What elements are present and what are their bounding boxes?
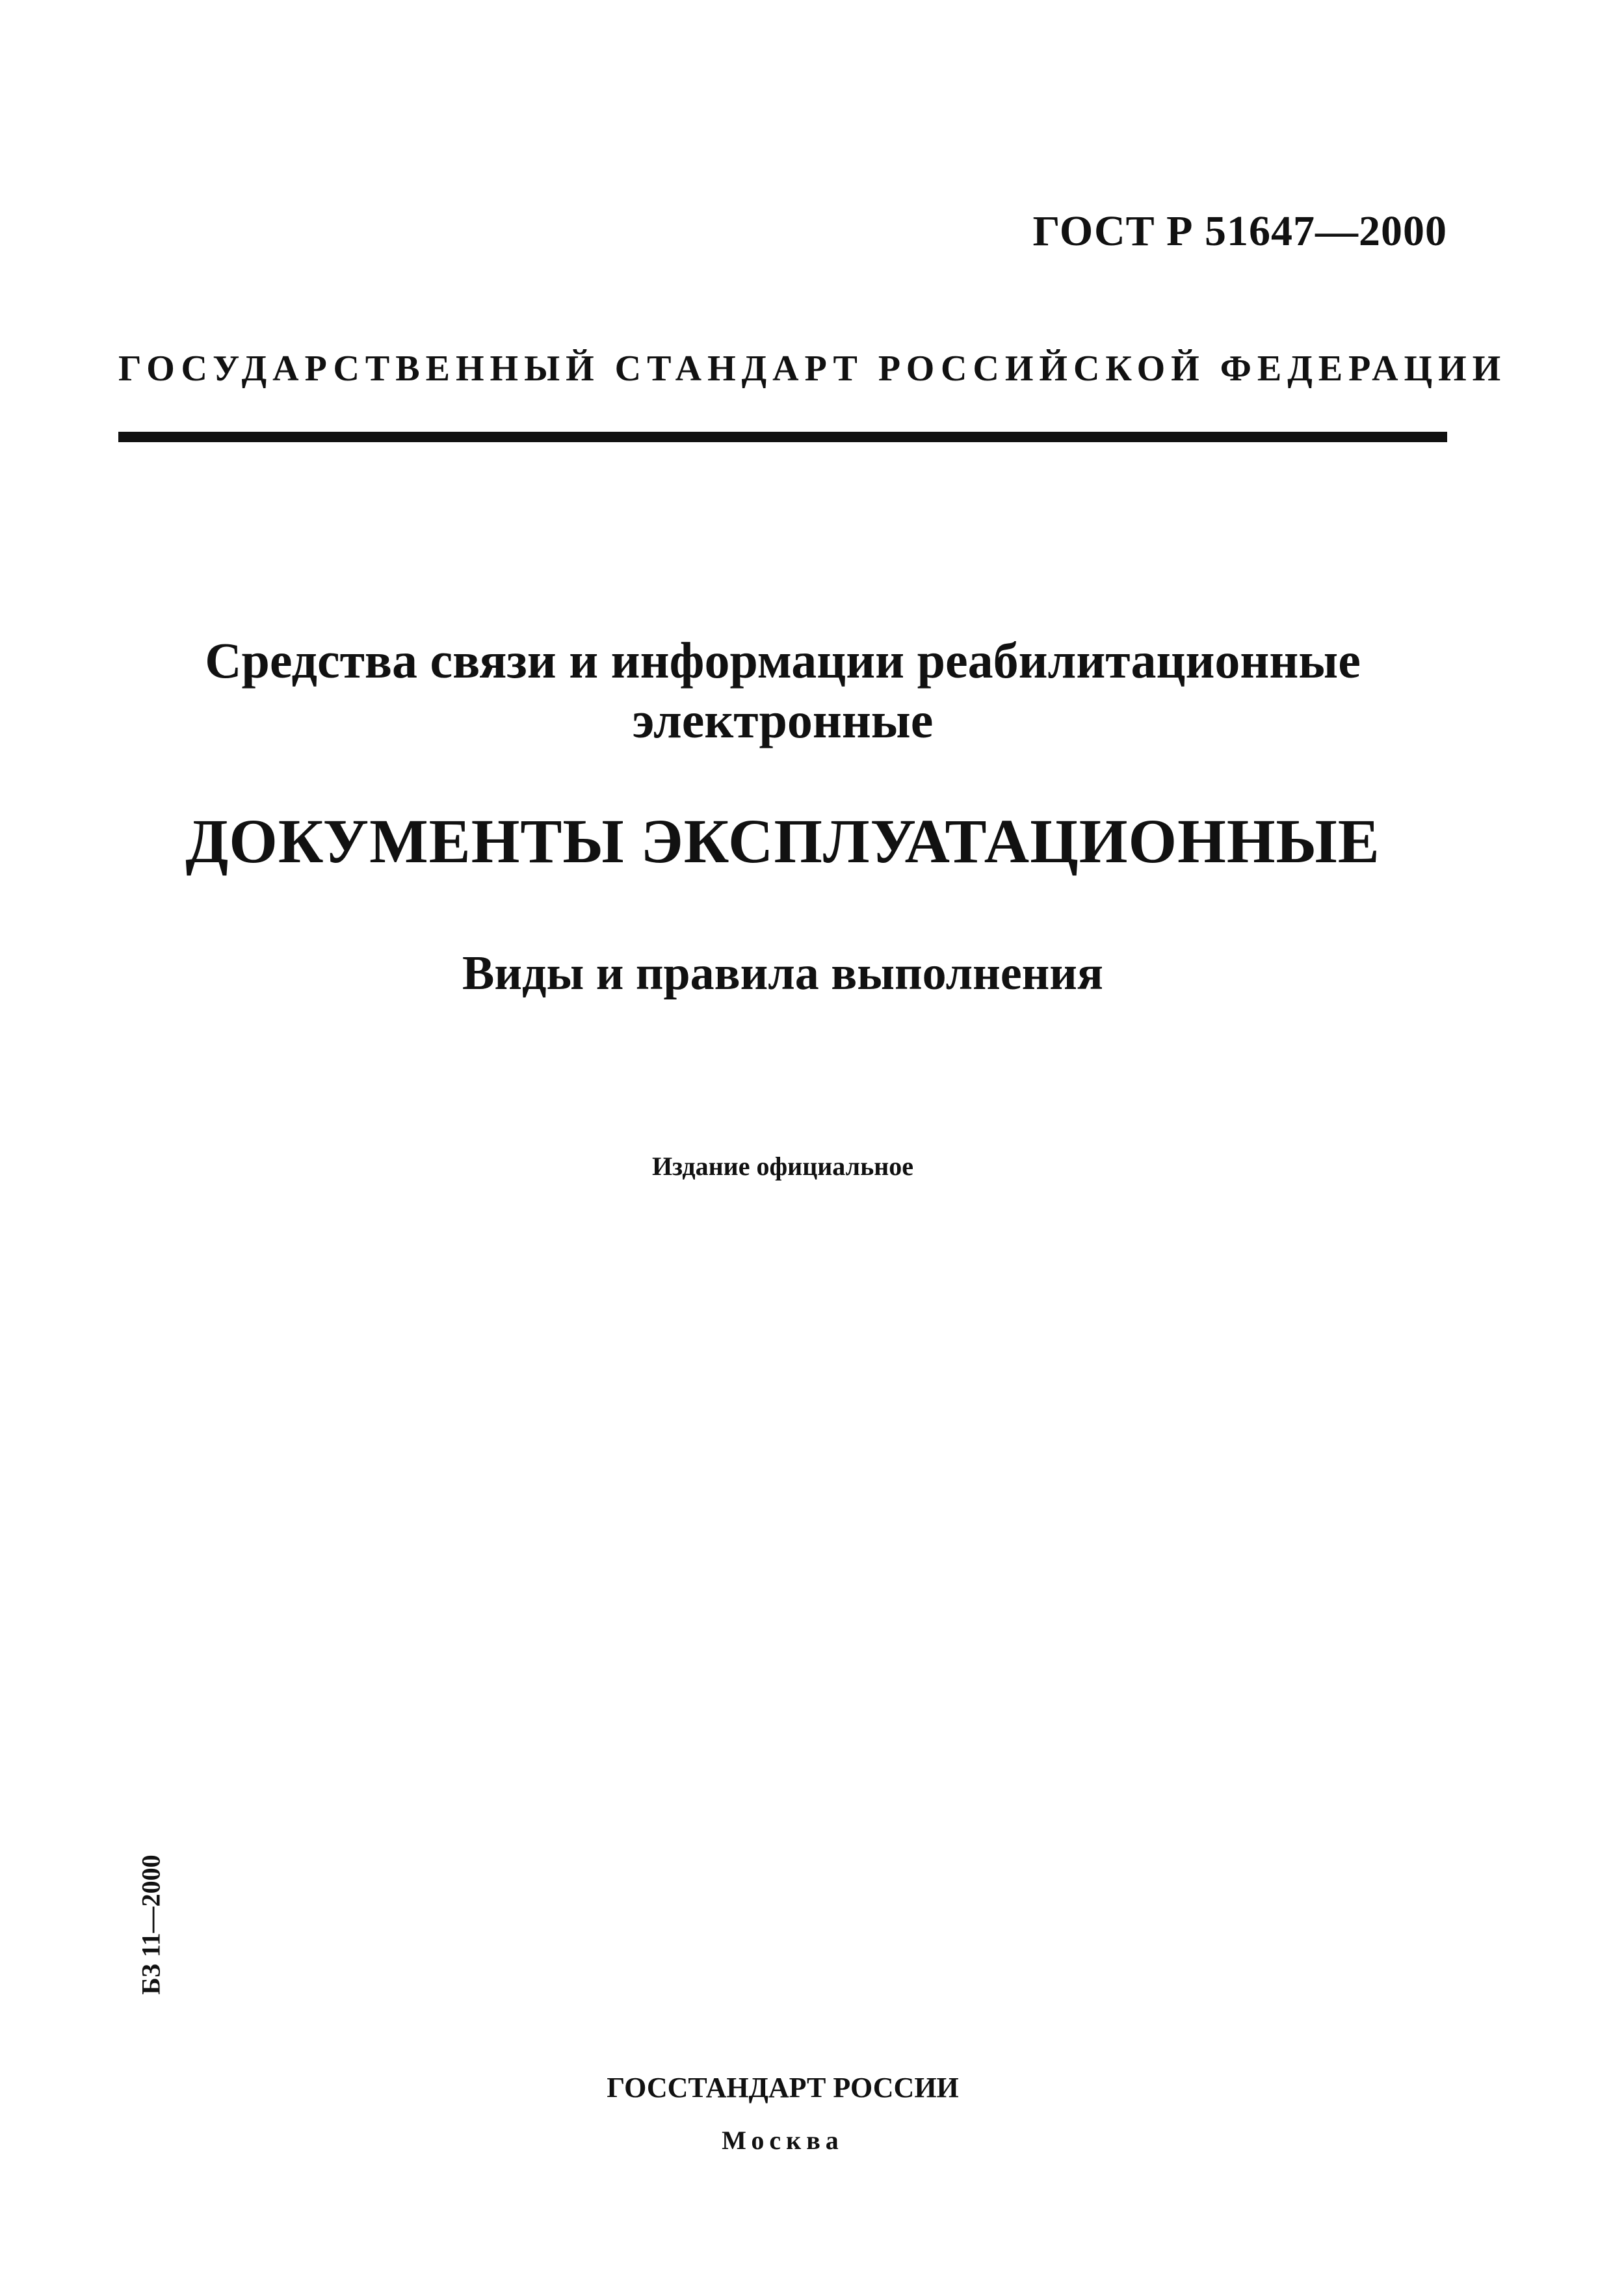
subject-line-2: электронные <box>632 692 934 748</box>
subject-line-1: Средства связи и информации реабилитационные <box>205 632 1361 689</box>
main-title: ДОКУМЕНТЫ ЭКСПЛУАТАЦИОННЫЕ <box>185 806 1380 876</box>
city: Москва <box>722 2126 844 2155</box>
subtitle: Виды и правила выполнения <box>462 947 1103 1000</box>
publisher: ГОССТАНДАРТ РОССИИ <box>607 2072 959 2104</box>
standard-designation: ГОСТ Р 51647—2000 <box>1032 207 1447 255</box>
edition-note: Издание официальное <box>651 1152 914 1181</box>
document-subject <box>118 631 1447 750</box>
header-rule <box>118 432 1447 442</box>
side-code: БЗ 11—2000 <box>136 1854 166 1995</box>
org-title: ГОСУДАРСТВЕННЫЙ СТАНДАРТ РОССИЙСКОЙ ФЕДЕРАЦИИ <box>118 349 1507 389</box>
